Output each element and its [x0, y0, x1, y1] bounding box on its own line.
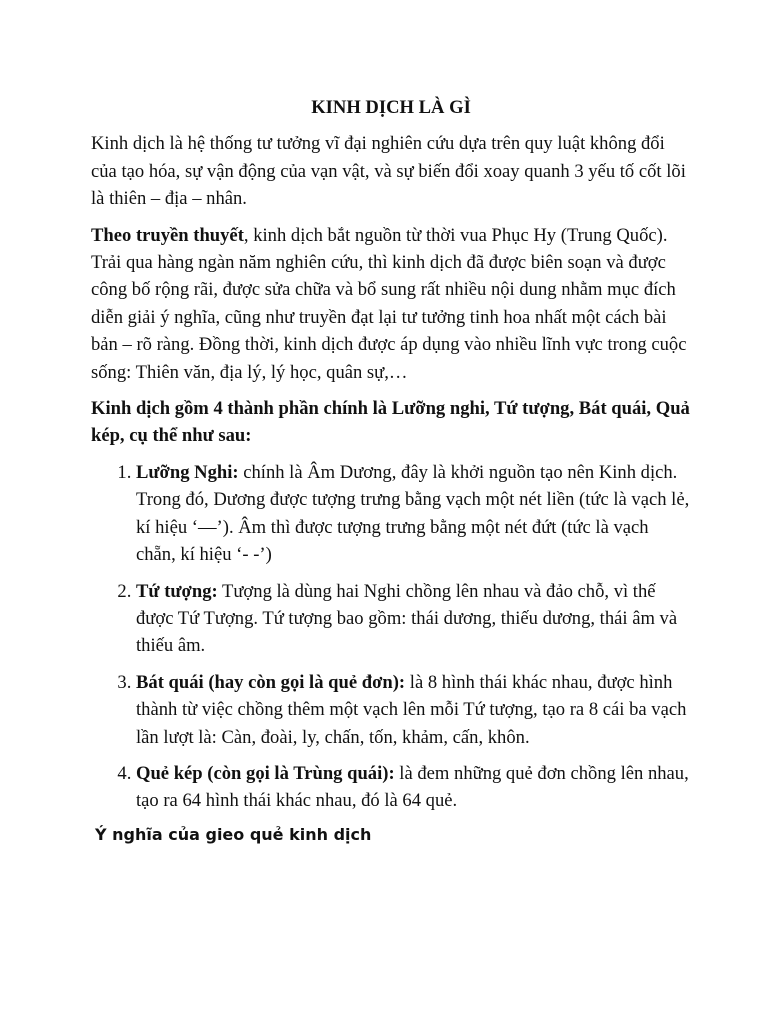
list-item — [136, 760, 691, 815]
page-title: KINH DỊCH LÀ GÌ — [311, 97, 471, 118]
item-desc: là 8 hình thái khác nhau, được hình thành từ việc chồng thêm một vạch lên mỗi Tứ tượng, tạo ra 8 cái ba vạch lần lượt là: Càn, đoài, ly, chấn, tốn, khảm, cấn, khôn. — [136, 671, 687, 748]
components-list — [91, 459, 691, 815]
intro-paragraph: Kinh dịch là hệ thống tư tưởng vĩ đại nghiên cứu dựa trên quy luật không đổi của tạo hóa, sự vận động của vạn vật, và sự biến đổi xoay quanh 3 yếu tố cốt lõi là thiên – địa – nhân. — [91, 133, 686, 210]
section-heading: Ý nghĩa của gieo quẻ kinh dịch — [95, 824, 372, 844]
item-term: Quẻ kép (còn gọi là Trùng quái): — [136, 762, 395, 784]
list-item — [136, 578, 691, 660]
list-item — [136, 459, 691, 569]
legend-paragraph — [91, 222, 691, 386]
document-body — [91, 94, 691, 846]
item-term: Tứ tượng: — [136, 580, 218, 602]
list-item — [136, 669, 691, 751]
item-desc: Tượng là dùng hai Nghi chồng lên nhau và đảo chỗ, vì thế được Tứ Tượng. Tứ tượng bao gồm: thái dương, thiếu dương, thái âm và thiếu âm. — [136, 580, 678, 657]
legend-text: , kinh dịch bắt nguồn từ thời vua Phục Hy (Trung Quốc). Trải qua hàng ngàn năm nghiên cứu, thì kinh dịch đã được biên soạn và được công bố rộng rãi, được sửa chữa và bổ sung rất nhiều nội dung nhằm mục đích diễn giải ý nghĩa, cũng như truyền đạt lại tư tưởng tinh hoa nhất một cách bài bản – rõ ràng. Đồng thời, kinh dịch được áp dụng vào nhiều lĩnh vực trong cuộc sống: Thiên văn, địa lý, lý học, quân sự,… — [91, 224, 687, 383]
item-term: Bát quái (hay còn gọi là quẻ đơn): — [136, 671, 406, 693]
item-desc: chính là Âm Dương, đây là khởi nguồn tạo nên Kinh dịch. Trong đó, Dương được tượng trưng bằng vạch một nét liền (tức là vạch lẻ, kí hiệu ‘—’). Âm thì được tượng trưng bằng một nét đứt (tức là vạch chẵn, kí hiệu ‘- -’) — [136, 461, 690, 566]
legend-lead: Theo truyền thuyết — [91, 224, 244, 246]
item-desc: là đem những quẻ đơn chồng lên nhau, tạo ra 64 hình thái khác nhau, đó là 64 quẻ. — [136, 762, 689, 812]
item-term: Lưỡng Nghi: — [136, 461, 239, 483]
components-heading: Kinh dịch gồm 4 thành phần chính là Lưỡng nghi, Tứ tượng, Bát quái, Quả kép, cụ thể như sau: — [91, 398, 690, 447]
